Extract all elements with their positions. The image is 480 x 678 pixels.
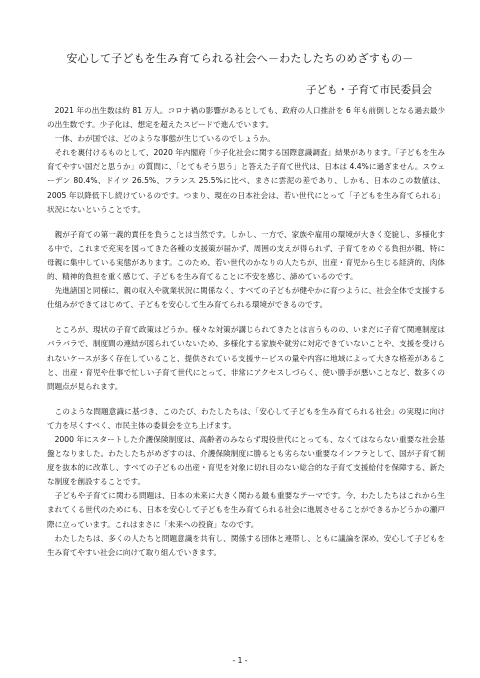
organization-name: 子ども・子育て市民委員会 [306,84,432,96]
paragraph: 親が子育ての第一義的責任を負うことは当然です。しかし、一方で、家族や雇用の環境が大きく変貌し、多様化する中で、これまで充実を図ってきた各種の支援策が届かず、周囲の支えが得られず、子育てをめぐる負担が親、特に母親に集中している実態があります。このため、若い世代のかなりの人たちが、出産・育児から生じる経済的、肉体的、精神的負担を重く感じて、子どもを生み育てることに不安を感じ、諦めているのです。 [47,229,445,282]
paragraph: 2021 年の出生数は約 81 万人。コロナ禍の影響があるとしても、政府の人口推計を 6 年も前倒しとなる過去最少の出生数です。少子化は、想定を超えたスピードで進んでいます。 [47,106,445,130]
paragraph: 一体、わが国では、どのような事態が生じているのでしょうか。 [54,134,275,144]
paragraph: 2000 年にスタートした介護保険制度は、高齢者のみならず現役世代にとっても、なくてはならない重要な社会基盤となりました。わたしたちがめざすのは、介護保険制度に勝るとも劣らない重要なインフラとして、国が子育て制度を抜本的に改革し、すべての子どもの出産・育児を対象に切れ目のない総合的な子育て支援給付を保障する、新たな制度を創設することです。 [47,434,445,487]
paragraph: このような問題意識に基づき、このたび、わたしたちは、「安心して子どもを生み育てられる社会」の実現に向けて力を尽くすべく、市民主体の委員会を立ち上げます。 [47,406,445,430]
document-body [47,104,445,560]
paragraph: 子どもや子育てに関わる問題は、日本の未来に大きく関わる最も重要なテーマです。今、わたしたちはこれから生まれてくる世代のためにも、日本を安心して子どもを生み育てられる社会に進展させることができるかどうかの瀬戸際に立っています。これはまさに「未来への投資」なのです。 [47,491,445,529]
paragraph: ところが、現状の子育て政策はどうか。様々な対策が講じられてきたとは言うものの、いまだに子育て関連制度はバラバラで、制度間の連結が図られていないため、多様化する家族や就労に対応できていないことや、支援を受けられないケースが多く存在していること、提供されている支援サービスの量や内容に地域によって大きな格差があること、出産・育児や仕事で忙しい子育て世代にとって、非常にアクセスしづらく、使い勝手が悪いことなど、数多くの問題点が見られます。 [47,325,445,391]
paragraph: それを裏付けるものとして、2020 年内閣府「少子化社会に関する国際意識調査」結果があります。「子どもを生み育てやすい国だと思うか」の質問に、「とてもそう思う」と答えた子育て世代は、日本は 4.4%に過ぎません。スウェーデン 80.4%、ドイツ 26.5%、フランス 25.5%に比べ、まさに雲泥の差であり、しかも、日本のこの数値は、2005 年以降低下し続けているのです。つまり、現在の日本社会は、若い世代にとって「子どもを生み育てられる」状況にないということです。 [47,148,445,214]
paragraph: 先進諸国と同様に、親の収入や就業状況に関係なく、すべての子どもが健やかに育つように、社会全体で支援する仕組みができてはじめて、子どもを安心して生み育てられる環境ができるのです。 [47,286,445,310]
document-title: 安心して子どもを生み育てられる社会へ－わたしたちのめざすもの－ [66,52,414,65]
paragraph: わたしたちは、多くの人たちと問題意識を共有し、関係する団体と連帯し、ともに議論を深め、安心して子どもを生み育てやすい社会に向けて取り組んでいきます。 [47,533,445,557]
page-number: - 1 - [232,656,248,665]
